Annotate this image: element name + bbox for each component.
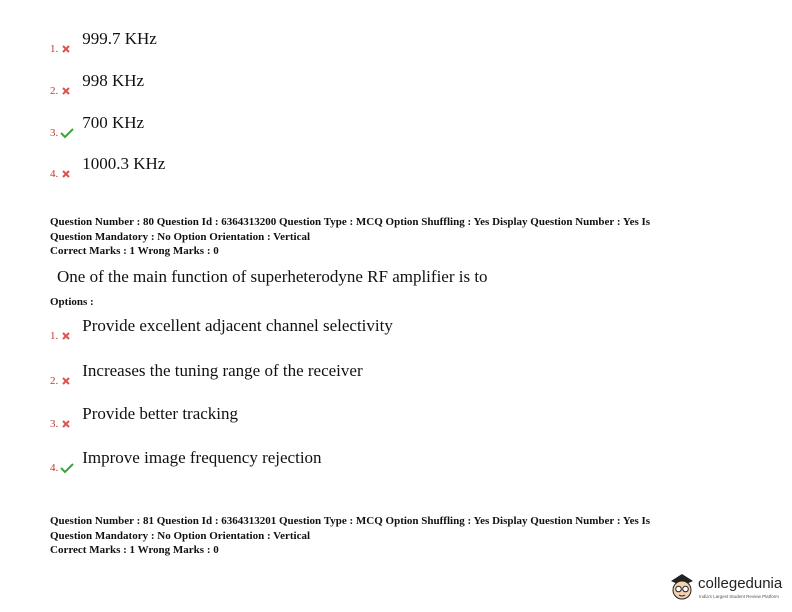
option-number: 3. xyxy=(50,127,59,139)
logo-brand: collegedunia xyxy=(698,575,783,592)
cross-icon xyxy=(60,168,74,180)
option-text: 998 KHz xyxy=(82,71,145,90)
question-80-text: One of the main function of superheterodyne RF amplifier is to xyxy=(57,267,488,286)
prev-option-4 xyxy=(50,155,165,180)
option-number: 4. xyxy=(50,462,59,474)
option-number: 1. xyxy=(50,43,59,55)
check-icon xyxy=(60,462,74,474)
option-number: 4. xyxy=(50,168,59,180)
question-marks: Correct Marks : 1 Wrong Marks : 0 xyxy=(50,245,219,257)
prev-option-2 xyxy=(50,72,144,97)
question-81-meta xyxy=(50,514,730,558)
q80-option-3 xyxy=(50,405,238,430)
question-meta-line: Question Mandatory : No Option Orientation : Vertical xyxy=(50,529,311,542)
cross-icon xyxy=(60,375,74,387)
option-text: Increases the tuning range of the receiver xyxy=(82,361,363,380)
q80-option-2 xyxy=(50,362,363,387)
option-text: 1000.3 KHz xyxy=(82,154,166,173)
q80-option-1 xyxy=(50,317,393,342)
option-number: 2. xyxy=(50,375,59,387)
cross-icon xyxy=(60,330,74,342)
prev-option-3 xyxy=(50,114,144,139)
option-text: Provide excellent adjacent channel selectivity xyxy=(82,316,393,335)
check-icon xyxy=(60,127,74,139)
option-text: 999.7 KHz xyxy=(82,29,157,48)
option-number: 2. xyxy=(50,85,59,97)
option-text: Improve image frequency rejection xyxy=(82,448,322,467)
option-text: 700 KHz xyxy=(82,113,145,132)
prev-option-1 xyxy=(50,30,157,55)
q80-option-4 xyxy=(50,449,322,474)
question-meta-line: Question Number : 81 Question Id : 6364313201 Question Type : MCQ Option Shuffling : Yes Display Question Number : Yes Is xyxy=(50,515,651,527)
option-number: 1. xyxy=(50,330,59,342)
question-80-meta xyxy=(50,215,730,259)
options-heading: Options : xyxy=(50,296,94,308)
cross-icon xyxy=(60,85,74,97)
mascot-icon xyxy=(668,572,696,604)
question-meta-line: Question Number : 80 Question Id : 6364313200 Question Type : MCQ Option Shuffling : Yes Display Question Number : Yes Is xyxy=(50,216,651,228)
cross-icon xyxy=(60,418,74,430)
cross-icon xyxy=(60,43,74,55)
question-meta-line: Question Mandatory : No Option Orientation : Vertical xyxy=(50,230,311,243)
question-marks: Correct Marks : 1 Wrong Marks : 0 xyxy=(50,544,219,556)
option-number: 3. xyxy=(50,418,59,430)
logo-tagline: India's Largest Student Review Platform xyxy=(699,594,779,599)
collegedunia-logo xyxy=(668,572,786,606)
option-text: Provide better tracking xyxy=(82,404,239,423)
